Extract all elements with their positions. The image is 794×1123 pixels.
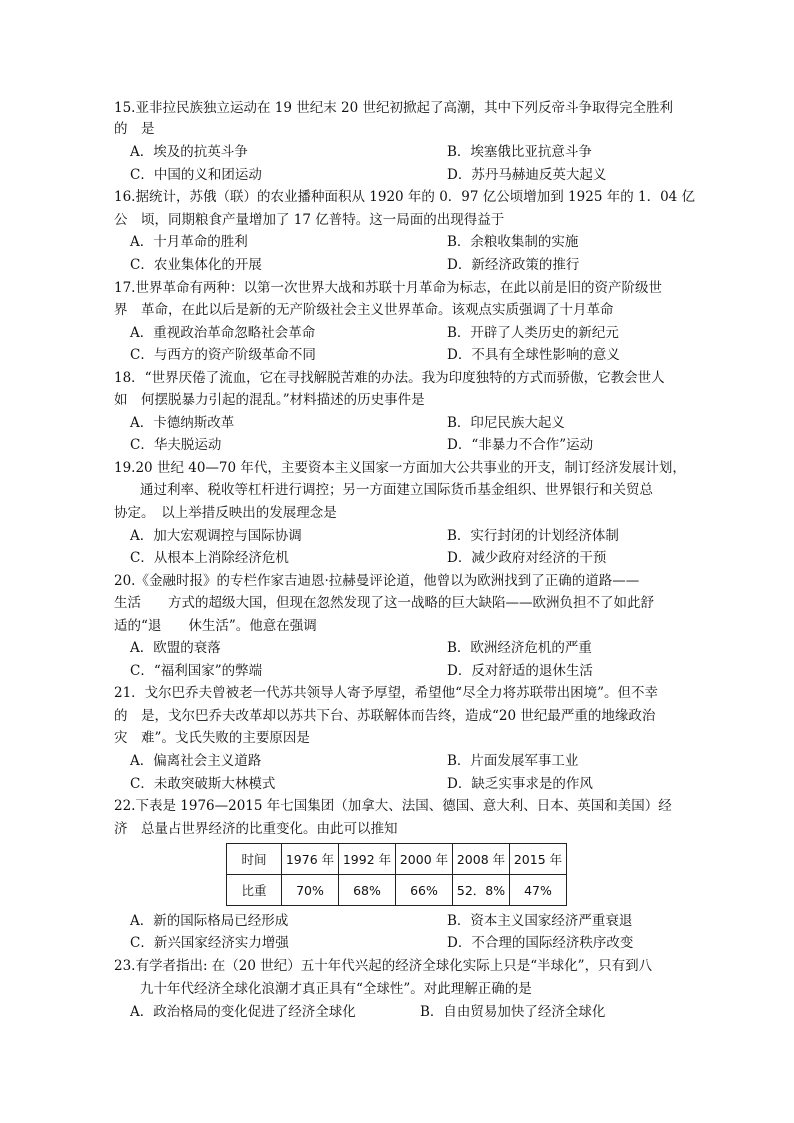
- q21-option-c: C．未敢突破斯大林模式: [130, 776, 276, 792]
- q19-option-d: D．减少政府对经济的干预: [447, 550, 607, 566]
- q15-option-d: D．苏丹马赫迪反英大起义: [447, 167, 607, 183]
- q18-option-d: D．“非暴力不合作”运动: [447, 437, 594, 453]
- q21-stem-line-2: 的 是，戈尔巴乔夫改革却以苏共下台、苏联解体而告终，造成“20 世纪最严重的地缘政治: [114, 708, 656, 724]
- q20-option-a: A．欧盟的衰落: [130, 640, 221, 656]
- q22-stem-line-1: 22.下表是 1976—2015 年七国集团（加拿大、法国、德国、意大利、日本、英国和美国）经: [114, 798, 672, 814]
- table-cell-year: 2015 年: [510, 844, 567, 875]
- q20-stem-line-2: 生活 方式的超级大国，但现在忽然发现了这一战略的巨大缺陷——欧洲负担不了如此舒: [114, 595, 654, 611]
- q19-stem-line-3: 协定。 以上举措反映出的发展理念是: [114, 505, 337, 521]
- q20-stem-line-3: 适的“退 休生活”。他意在强调: [114, 618, 317, 634]
- table-cell-share: 66%: [396, 875, 453, 906]
- q17-stem-line-2: 界 革命，在此以后是新的无产阶级社会主义世界革命。该观点实质强调了十月革命: [114, 302, 614, 318]
- table-cell-share: 68%: [339, 875, 396, 906]
- q17-option-d: D．不具有全球性影响的意义: [447, 347, 620, 363]
- q20-option-c: C．“福利国家”的弊端: [130, 663, 263, 679]
- q22-stem-line-2: 济 总量占世界经济的比重变化。由此可以推知: [114, 821, 398, 837]
- q18-stem-line-2: 如 何摆脱暴力引起的混乱。”材料描述的历史事件是: [114, 392, 425, 408]
- q23-option-a: A．政治格局的变化促进了经济全球化: [130, 1004, 356, 1020]
- q20-option-b: B．欧洲经济危机的严重: [447, 640, 592, 656]
- table-cell-year: 1992 年: [339, 844, 396, 875]
- q16-option-c: C．农业集体化的开展: [130, 257, 262, 273]
- q15-option-a: A．埃及的抗英斗争: [130, 144, 248, 160]
- q20-option-d: D．反对舒适的退休生活: [447, 663, 593, 679]
- q15-option-b: B．埃塞俄比亚抗意斗争: [447, 144, 592, 160]
- table-cell-share: 52．8%: [453, 875, 510, 906]
- q22-option-b: B．资本主义国家经济严重衰退: [447, 913, 633, 929]
- q18-option-c: C．华夫脱运动: [130, 437, 222, 453]
- q23-stem-line-2: 九十年代经济全球化浪潮才真正具有“全球性”。对此理解正确的是: [140, 981, 532, 997]
- table-cell-share: 70%: [282, 875, 339, 906]
- q19-option-a: A．加大宏观调控与国际协调: [130, 528, 302, 544]
- table-row-share: [227, 875, 567, 906]
- q19-stem-line-2: 通过利率、税收等杠杆进行调控；另一方面建立国际货币基金组织、世界银行和关贸总: [140, 482, 653, 498]
- q22-option-d: D．不合理的国际经济秩序改变: [447, 935, 634, 951]
- q16-option-d: D．新经济政策的推行: [447, 257, 580, 273]
- table-row-head-time: 时间: [227, 844, 282, 875]
- q17-option-b: B．开辟了人类历史的新纪元: [447, 325, 619, 341]
- g7-share-table: [226, 843, 567, 906]
- q21-option-d: D．缺乏实事求是的作风: [447, 776, 593, 792]
- q16-option-a: A．十月革命的胜利: [130, 234, 248, 250]
- table-cell-year: 2000 年: [396, 844, 453, 875]
- q21-option-a: A．偏离社会主义道路: [130, 753, 262, 769]
- table-cell-share: 47%: [510, 875, 567, 906]
- q17-option-a: A．重视政治革命忽略社会革命: [130, 325, 316, 341]
- q21-stem-line-3: 灾 难”。戈氏失败的主要原因是: [114, 730, 310, 746]
- q20-stem-line-1: 20.《金融时报》的专栏作家吉迪恩·拉赫曼评论道，他曾以为欧洲找到了正确的道路——: [114, 573, 640, 589]
- q16-stem-line-1: 16.据统计，苏俄（联）的农业播种面积从 1920 年的 0．97 亿公顷增加到 1925 年的 1．04 亿: [114, 189, 696, 205]
- q17-stem-line-1: 17.世界革命有两种：以第一次世界大战和苏联十月革命为标志，在此以前是旧的资产阶级世: [114, 280, 662, 296]
- q18-option-b: B．印尼民族大起义: [447, 415, 565, 431]
- q15-stem-line-2: 的 是: [114, 121, 155, 137]
- q15-option-c: C．中国的义和团运动: [130, 167, 262, 183]
- q19-option-b: B．实行封闭的计划经济体制: [447, 528, 619, 544]
- q22-option-c: C．新兴国家经济实力增强: [130, 935, 289, 951]
- q23-option-b: B．自由贸易加快了经济全球化: [420, 1004, 606, 1020]
- q21-stem-line-1: 21．戈尔巴乔夫曾被老一代苏共领导人寄予厚望，希望他“尽全力将苏联带出困境”。但不幸: [114, 685, 658, 701]
- q19-option-c: C．从根本上消除经济危机: [130, 550, 289, 566]
- table-cell-year: 1976 年: [282, 844, 339, 875]
- table-row-head-share: 比重: [227, 875, 282, 906]
- q18-stem-line-1: 18．“世界厌倦了流血，它在寻找解脱苦难的办法。我为印度独特的方式而骄傲，它教会世人: [114, 370, 665, 386]
- q21-option-b: B．片面发展军事工业: [447, 753, 579, 769]
- table-cell-year: 2008 年: [453, 844, 510, 875]
- table-row-year: [227, 844, 567, 875]
- q16-option-b: B．余粮收集制的实施: [447, 234, 579, 250]
- q15-stem-line-1: 15.亚非拉民族独立运动在 19 世纪末 20 世纪初掀起了高潮，其中下列反帝斗争取得完全胜利: [114, 100, 673, 116]
- q18-option-a: A．卡德纳斯改革: [130, 415, 235, 431]
- q17-option-c: C．与西方的资产阶级革命不同: [130, 347, 316, 363]
- q23-stem-line-1: 23.有学者指出: 在（20 世纪）五十年代兴起的经济全球化实际上只是“半球化”，只有到八: [114, 958, 653, 974]
- q19-stem-line-1: 19.20 世纪 40—70 年代，主要资本主义国家一方面加大公共事业的开支，制订经济发展计划，: [114, 460, 686, 476]
- q16-stem-line-2: 公 顷，同期粮食产量增加了 17 亿普特。这一局面的出现得益于: [114, 212, 505, 228]
- q22-option-a: A．新的国际格局已经形成: [130, 913, 289, 929]
